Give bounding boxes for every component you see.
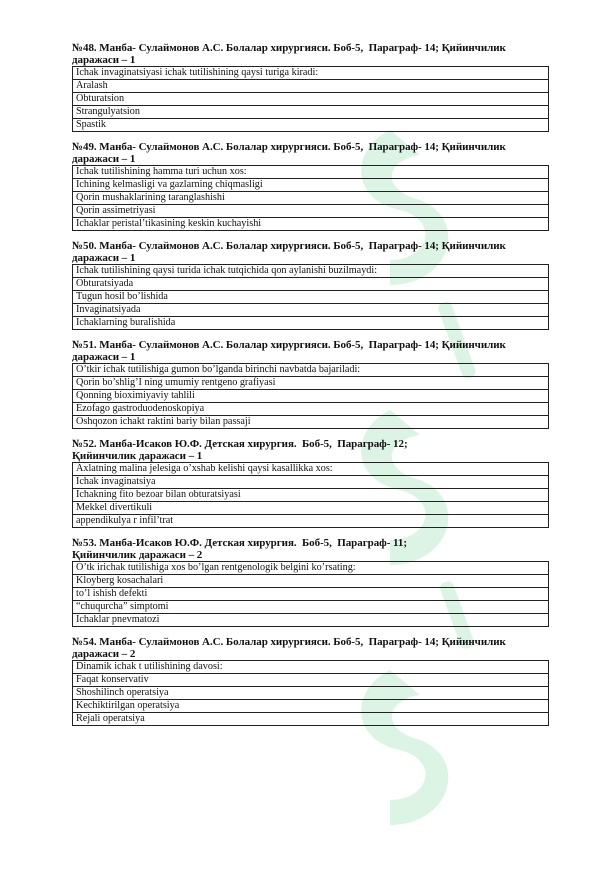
answer-row [73,416,549,429]
answer-row [73,80,549,93]
question-text: Ichak tutilishining hamma turi uchun xos: [73,166,549,179]
answer-row [73,93,549,106]
answer-option: Ichaklarning buralishida [73,317,549,330]
answer-option: Faqat konservativ [73,674,549,687]
questions-list [72,42,552,735]
question-text: O’tk irichak tutilishiga xos bo’lgan rentgenologik belgini ko’rsating: [73,562,549,575]
answer-row [73,674,549,687]
answer-option: Ichakning fito bezoar bilan obturatsiyasi [73,489,549,502]
answer-option: Oshqozon ichakt raktini bariy bilan passaji [73,416,549,429]
answer-row [73,601,549,614]
answer-option: Ichak invaginatsiya [73,476,549,489]
answer-option: Ichining kelmasligi va gazlarning chiqmasligi [73,179,549,192]
answers-table [72,264,549,330]
question-row [73,364,549,377]
answer-option: Obturatsiyada [73,278,549,291]
question-text: Dinamik ichak t utilishining davosi: [73,661,549,674]
answer-option: Obturatsion [73,93,549,106]
answer-option: Shoshilinch operatsiya [73,687,549,700]
answer-option: “chuqurcha” simptomi [73,601,549,614]
answer-option: Ichaklar peristal’tikasining keskin kuchayishi [73,218,549,231]
answer-row [73,575,549,588]
answer-row [73,304,549,317]
answer-row [73,403,549,416]
answer-option: Qorin bo’shlig’I ning umumiy rentgeno grafiyasi [73,377,549,390]
answer-option: Invaginatsiyada [73,304,549,317]
answer-option: Rejali operatsiya [73,713,549,726]
answer-option: Strangulyatsion [73,106,549,119]
question-heading: №49. Манба- Сулаймонов А.С. Болалар хирургияси. Боб-5, Параграф- 14; Қийинчилик даражаси – 1 [72,141,509,165]
question-51 [72,339,552,429]
question-heading: №54. Манба- Сулаймонов А.С. Болалар хирургияси. Боб-5, Параграф- 14; Қийинчилик даражаси – 2 [72,636,509,660]
answer-option: Qonning bioximiyaviy tahlili [73,390,549,403]
answer-row [73,192,549,205]
answer-option: Qorin assimetriyasi [73,205,549,218]
question-row [73,265,549,278]
answer-option: appendikulya r infil’trat [73,515,549,528]
question-text: Ichak invaginatsiyasi ichak tutilishining qaysi turiga kiradi: [73,67,549,80]
answer-row [73,489,549,502]
question-row [73,463,549,476]
question-heading: №48. Манба- Сулаймонов А.С. Болалар хирургияси. Боб-5, Параграф- 14; Қийинчилик даражаси – 1 [72,42,509,66]
question-heading: №52. Манба-Исаков Ю.Ф. Детская хирургия. Боб-5, Параграф- 12; Қийинчилик даражаси – 1 [72,438,408,462]
answer-option: Qorin mushaklarining taranglashishi [73,192,549,205]
question-48 [72,42,552,132]
answers-table [72,165,549,231]
answer-option: Spastik [73,119,549,132]
answer-row [73,278,549,291]
answer-row [73,377,549,390]
question-row [73,661,549,674]
answer-row [73,317,549,330]
answer-option: Mekkel divertikuli [73,502,549,515]
answer-row [73,218,549,231]
question-row [73,562,549,575]
answer-row [73,713,549,726]
answer-option: Tugun hosil bo’lishida [73,291,549,304]
question-50 [72,240,552,330]
answer-row [73,106,549,119]
answer-option: Kechiktirilgan operatsiya [73,700,549,713]
answer-option: Aralash [73,80,549,93]
question-heading: №51. Манба- Сулаймонов А.С. Болалар хирургияси. Боб-5, Параграф- 14; Қийинчилик даражаси – 1 [72,339,509,363]
answer-row [73,614,549,627]
question-row [73,166,549,179]
question-54 [72,636,552,726]
answers-table [72,363,549,429]
answers-table [72,561,549,627]
answer-row [73,502,549,515]
answers-table [72,660,549,726]
answer-option: Kloyberg kosachalari [73,575,549,588]
question-heading: №53. Манба-Исаков Ю.Ф. Детская хирургия. Боб-5, Параграф- 11; Қийинчилик даражаси – 2 [72,537,407,561]
answers-table [72,66,549,132]
answer-row [73,291,549,304]
answer-row [73,687,549,700]
question-text: O’tkir ichak tutilishiga gumon bo’lganda birinchi navbatda bajariladi: [73,364,549,377]
answer-row [73,515,549,528]
question-text: Axlatning malina jelesiga o’xshab kelishi qaysi kasallikka xos: [73,463,549,476]
answer-row [73,700,549,713]
answer-row [73,119,549,132]
answer-option: to’l ishish defekti [73,588,549,601]
answer-row [73,588,549,601]
answer-row [73,390,549,403]
answer-row [73,476,549,489]
question-52 [72,438,552,528]
question-row [73,67,549,80]
answers-table [72,462,549,528]
answer-row [73,205,549,218]
answer-option: Ezofago gastroduodenoskopiya [73,403,549,416]
question-text: Ichak tutilishining qaysi turida ichak tutqichida qon aylanishi buzilmaydi: [73,265,549,278]
question-heading: №50. Манба- Сулаймонов А.С. Болалар хирургияси. Боб-5, Параграф- 14; Қийинчилик даражаси – 1 [72,240,509,264]
answer-option: Ichaklar pnevmatozi [73,614,549,627]
question-53 [72,537,552,627]
question-49 [72,141,552,231]
answer-row [73,179,549,192]
